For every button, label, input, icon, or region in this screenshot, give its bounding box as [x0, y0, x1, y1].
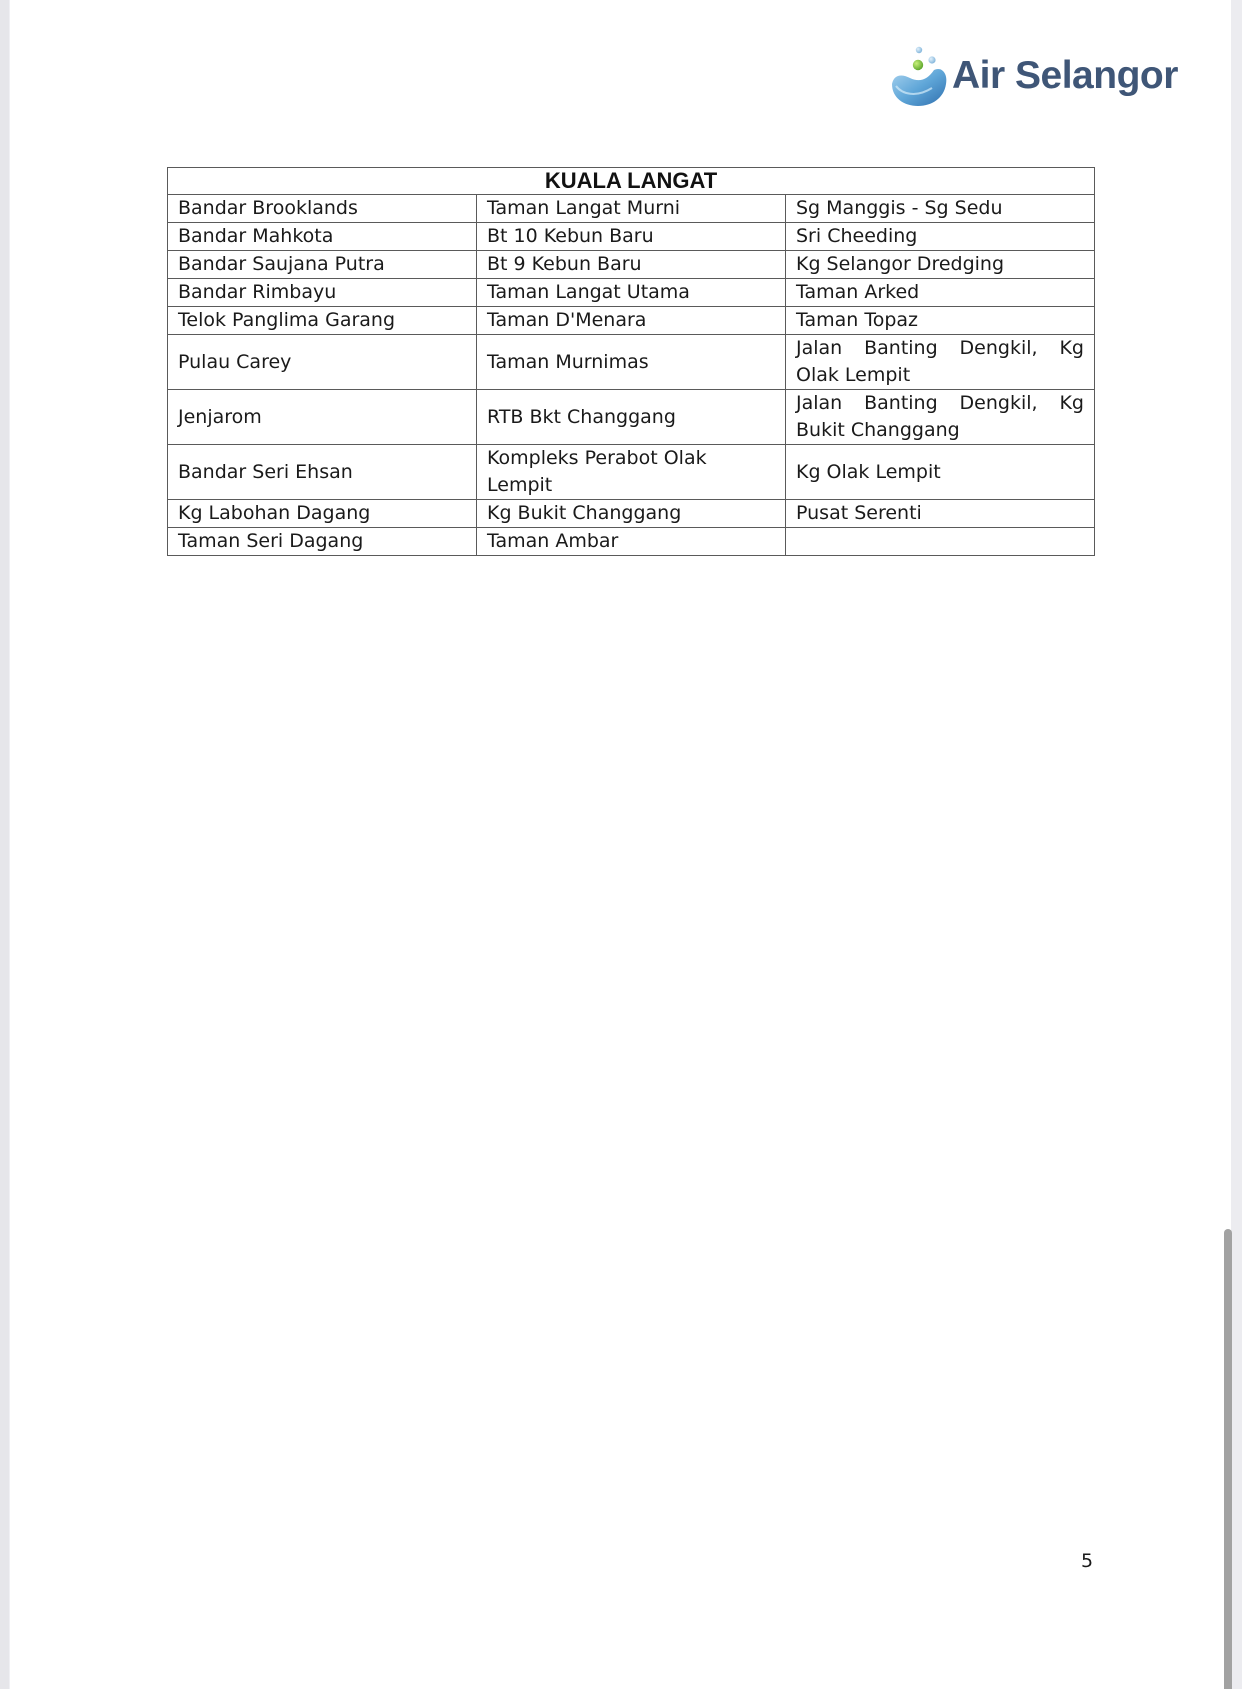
- scrollbar-track[interactable]: [1231, 0, 1242, 1689]
- table-row: [168, 279, 1095, 307]
- table-cell: Taman Topaz: [786, 307, 1095, 335]
- table-cell: Bandar Seri Ehsan: [168, 445, 477, 500]
- table-row: [168, 390, 1095, 445]
- table-row: [168, 223, 1095, 251]
- table-cell: Jalan Banting Dengkil, Kg Olak Lempit: [786, 335, 1095, 390]
- table-cell: Taman Seri Dagang: [168, 528, 477, 556]
- table-row: [168, 500, 1095, 528]
- table-cell: Taman Langat Utama: [477, 279, 786, 307]
- table-cell: Kg Bukit Changgang: [477, 500, 786, 528]
- table-row: [168, 445, 1095, 500]
- table-cell: Taman Ambar: [477, 528, 786, 556]
- table-cell: Pulau Carey: [168, 335, 477, 390]
- air-selangor-logo: [888, 44, 1188, 112]
- document-page: [9, 0, 1232, 1689]
- table-cell: Bt 10 Kebun Baru: [477, 223, 786, 251]
- table-row: [168, 528, 1095, 556]
- table-cell: Bandar Brooklands: [168, 195, 477, 223]
- table-cell: Kompleks Perabot Olak Lempit: [477, 445, 786, 500]
- page-number: 5: [1081, 1550, 1094, 1572]
- table-row: [168, 307, 1095, 335]
- table-cell: Taman Arked: [786, 279, 1095, 307]
- table-cell: Pusat Serenti: [786, 500, 1095, 528]
- table-cell: Taman D'Menara: [477, 307, 786, 335]
- table-cell: Kg Labohan Dagang: [168, 500, 477, 528]
- table-cell: Taman Langat Murni: [477, 195, 786, 223]
- table-cell: Bandar Mahkota: [168, 223, 477, 251]
- table-title: KUALA LANGAT: [168, 168, 1095, 195]
- table-cell: Kg Olak Lempit: [786, 445, 1095, 500]
- table-cell: Jalan Banting Dengkil, Kg Bukit Changgang: [786, 390, 1095, 445]
- table-cell: [786, 528, 1095, 556]
- table-cell: Sg Manggis - Sg Sedu: [786, 195, 1095, 223]
- table-row: [168, 335, 1095, 390]
- logo-text: Air Selangor: [952, 54, 1178, 97]
- table-cell: Kg Selangor Dredging: [786, 251, 1095, 279]
- table-cell: Bandar Saujana Putra: [168, 251, 477, 279]
- water-drop-wave-icon: [888, 44, 950, 110]
- table-cell: Taman Murnimas: [477, 335, 786, 390]
- table-cell: Sri Cheeding: [786, 223, 1095, 251]
- kuala-langat-table: [167, 167, 1095, 556]
- table-cell: Bandar Rimbayu: [168, 279, 477, 307]
- table-cell: Jenjarom: [168, 390, 477, 445]
- scrollbar-thumb[interactable]: [1224, 1229, 1232, 1689]
- table-cell: RTB Bkt Changgang: [477, 390, 786, 445]
- table-cell: Telok Panglima Garang: [168, 307, 477, 335]
- table-row: [168, 195, 1095, 223]
- table-row: [168, 251, 1095, 279]
- table-cell: Bt 9 Kebun Baru: [477, 251, 786, 279]
